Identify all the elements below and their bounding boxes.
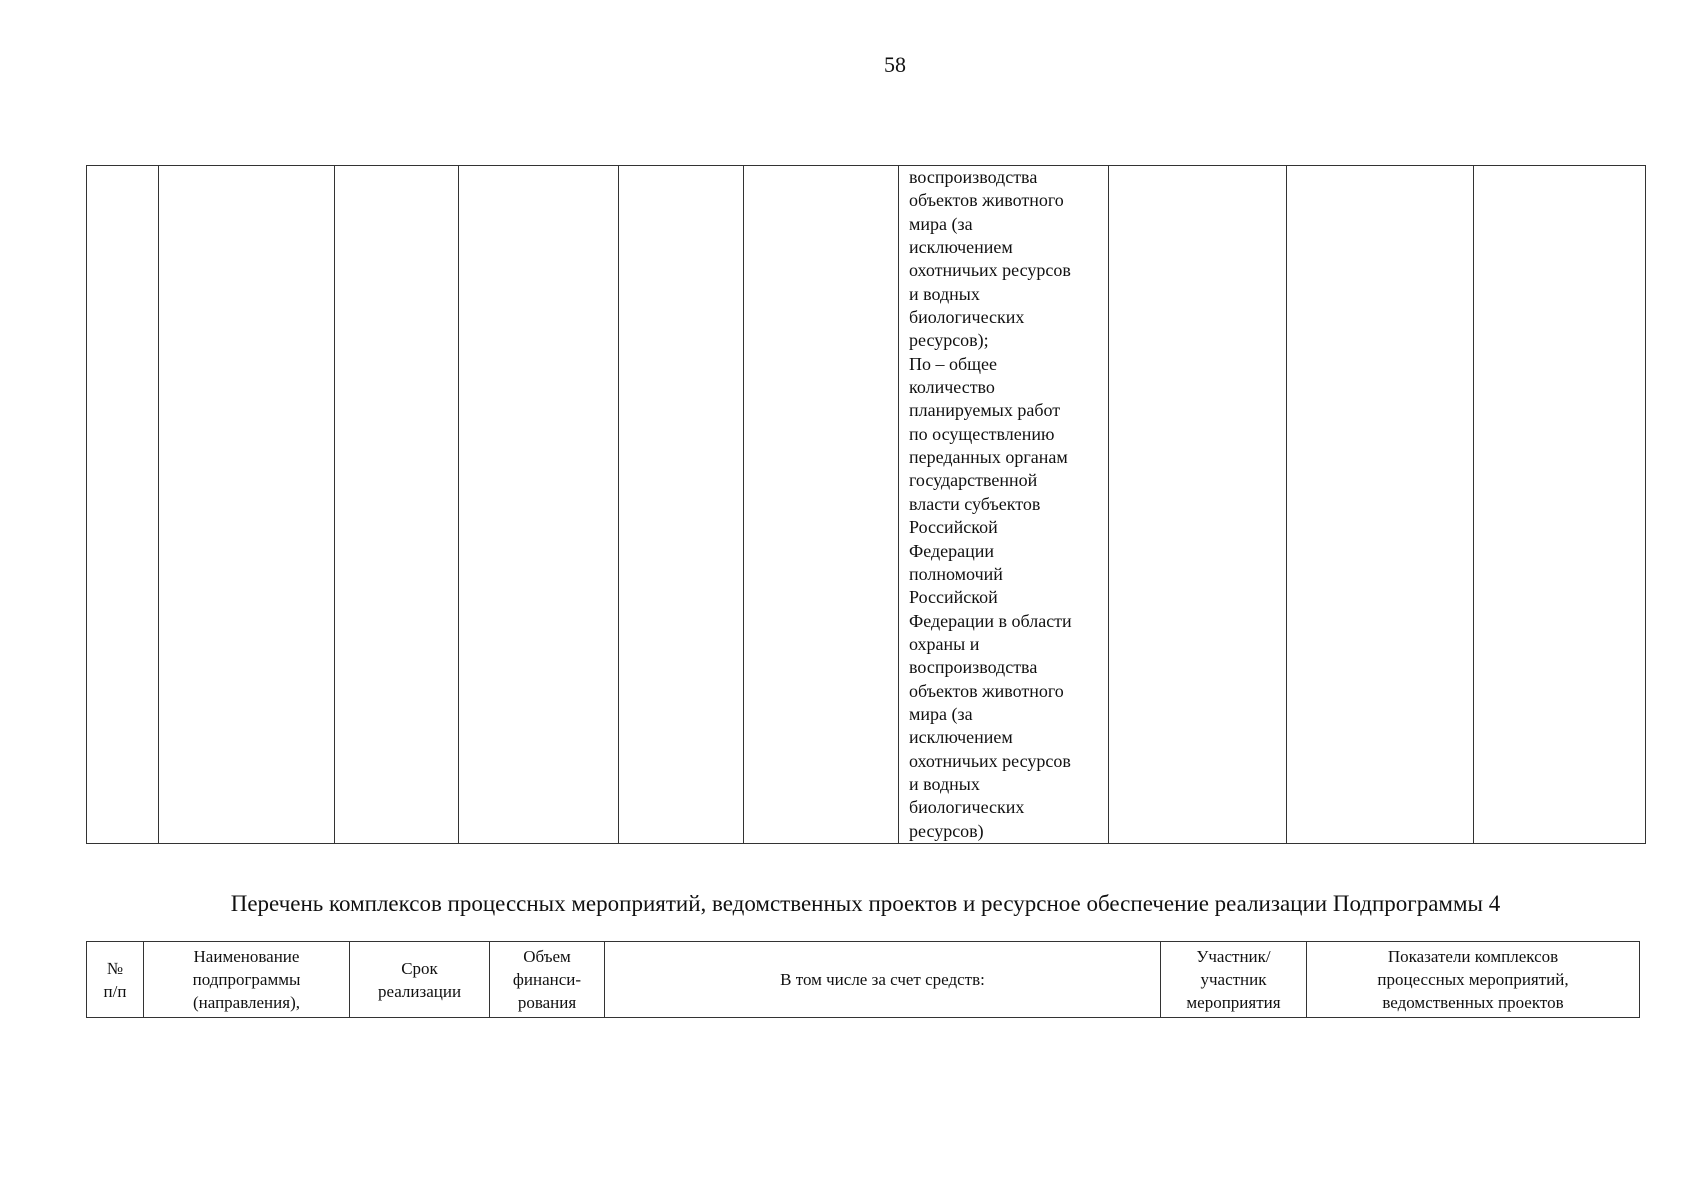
col-header-participant: Участник/ участник мероприятия	[1161, 942, 1307, 1018]
empty-cell	[159, 166, 335, 844]
empty-cell	[459, 166, 619, 844]
empty-cell	[1109, 166, 1287, 844]
col-header-sources: В том числе за счет средств:	[605, 942, 1161, 1018]
col-header-number: № п/п	[87, 942, 144, 1018]
col-header-indicators: Показатели комплексов процессных мероприятий, ведомственных проектов	[1307, 942, 1640, 1018]
table-row	[87, 166, 1646, 844]
empty-cell	[1474, 166, 1646, 844]
table-header-row	[87, 942, 1640, 1018]
page-number: 58	[884, 52, 906, 77]
col-header-term: Срок реализации	[350, 942, 490, 1018]
section-title: Перечень комплексов процессных мероприятий, ведомственных проектов и ресурсное обеспечение реализации Подпрограммы 4	[230, 891, 1501, 916]
col-header-name: Наименование подпрограммы (направления),	[144, 942, 350, 1018]
empty-cell	[1287, 166, 1474, 844]
empty-cell	[744, 166, 899, 844]
indicator-text: воспроизводства объектов животного мира (за исключением охотничьих ресурсов и водных биологических ресурсов); По – общее количество планируемых работ по осуществлению переданных органам государственной власти субъектов Российской Федерации полномочий Российской Федерации в области охраны и воспроизводства объектов животного мира (за исключением охотничьих ресурсов и водных биологических ресурсов)	[909, 167, 1072, 841]
continuation-table	[86, 165, 1646, 844]
empty-cell	[619, 166, 744, 844]
indicator-cell	[899, 166, 1109, 844]
empty-cell	[87, 166, 159, 844]
header-table	[86, 941, 1640, 1018]
col-header-funding: Объем финанси- рования	[490, 942, 605, 1018]
empty-cell	[335, 166, 459, 844]
